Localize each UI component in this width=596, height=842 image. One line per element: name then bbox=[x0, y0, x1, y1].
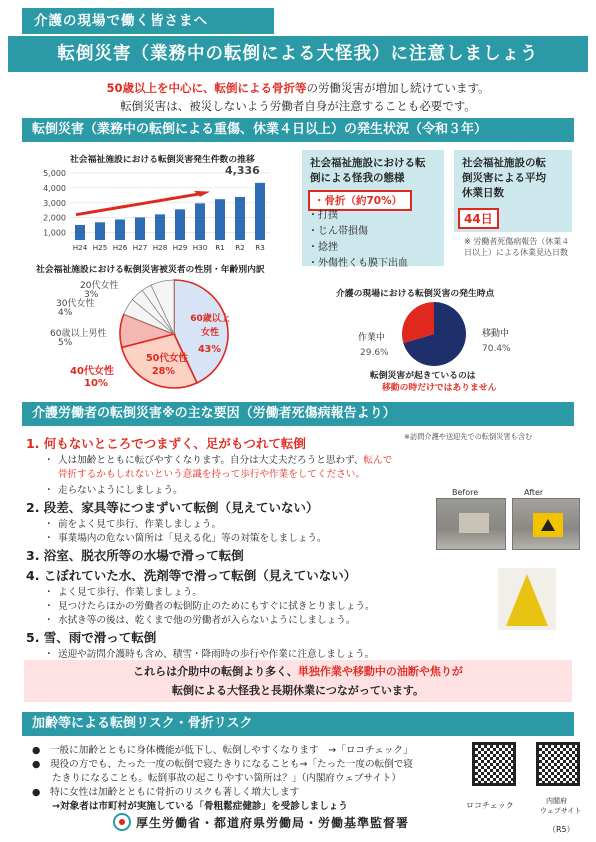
bar-chart-title: 社会福祉施設における転倒災害発生件数の推移 bbox=[70, 155, 255, 165]
cause1-bullet1b: 骨折するかもしれないという意識を持って歩行や作業をしてください。 bbox=[58, 469, 365, 480]
cause5-bullet1: ・ 送迎や訪問介護時も含め、積雪・降雨時の歩行や作業に注意しましょう。 bbox=[58, 646, 374, 660]
footer-org: 厚生労働省・都道府県労働局・労働基準監督署 bbox=[136, 816, 410, 830]
bar-mark bbox=[235, 197, 245, 240]
pie2-left-val: 29.6% bbox=[360, 348, 389, 358]
pie1-label-e: 50代女性 bbox=[146, 353, 189, 364]
intro-rest: の労働災害が増加し続けています。 bbox=[306, 81, 490, 95]
cause1-bullet1: ・ 人は加齢とともに転びやすくなります。自分は大丈夫だろうと思わず、転んで bbox=[58, 452, 392, 466]
bar-mark bbox=[215, 199, 225, 240]
cause4-bullet3: ・ 水拭き等の後は、乾くまで他の労働者が入らないようにしましょう。 bbox=[58, 612, 355, 626]
bar-mark bbox=[115, 219, 125, 240]
bar-chart bbox=[32, 162, 282, 262]
bar-mark bbox=[155, 214, 165, 240]
days-value: 44日 bbox=[458, 208, 499, 229]
bar-ytick-label: 3,000 bbox=[43, 198, 66, 208]
pie1-val-f: 43% bbox=[198, 344, 221, 355]
bar-last-label: 4,336 bbox=[225, 164, 260, 177]
pie1-title: 社会福祉施設における転倒災害被災者の性別・年齢別内訳 bbox=[36, 265, 265, 275]
bar-ytick-label: 1,000 bbox=[43, 228, 66, 238]
pie1-label-c: 60歳以上男性 bbox=[50, 329, 107, 339]
pie1-label-a: 20代女性 bbox=[80, 281, 119, 291]
bar-xtick-label: R3 bbox=[255, 243, 265, 252]
cause4-bullet2: ・ 見つけたらほかの労働者の転倒防止のためにもすぐに拭きとりましょう。 bbox=[58, 598, 375, 612]
pie2-title: 介護の現場における転倒災害の発生時点 bbox=[336, 289, 495, 299]
qr-label-right2: ウェブサイト bbox=[540, 807, 582, 815]
cause2-heading: 2. 段差、家具等につまずいて転倒（見えていない） bbox=[26, 500, 319, 515]
injury-list bbox=[308, 208, 408, 272]
warning-line2: 転倒による大怪我と長期休業につながっています。 bbox=[172, 684, 424, 697]
injury-item: ・じん帯損傷 bbox=[308, 226, 368, 237]
bar-xtick-label: H24 bbox=[72, 243, 88, 252]
cause2-bullet2: ・ 事業場内の危ない箇所は「見える化」等の対策をしましょう。 bbox=[58, 530, 327, 544]
bar-ytick-label: 5,000 bbox=[43, 168, 66, 178]
pie1-label-b: 30代女性 bbox=[56, 299, 95, 309]
bar-mark bbox=[95, 222, 105, 240]
mhlw-logo-icon bbox=[112, 812, 132, 832]
bar-mark bbox=[175, 209, 185, 240]
days-title: 社会福祉施設の転倒災害による平均休業日数 bbox=[462, 157, 546, 199]
injury-title: 社会福祉施設における転倒による怪我の態様 bbox=[310, 157, 426, 184]
pie2-right-val: 70.4% bbox=[482, 344, 511, 354]
header-tag: 介護の現場で働く皆さまへ bbox=[22, 8, 274, 34]
bar-xtick-label: H27 bbox=[132, 243, 148, 252]
injury-item: ・打撲 bbox=[308, 210, 338, 221]
page-title: 転倒災害（業務中の転倒による大怪我）に注意しましょう bbox=[8, 36, 588, 72]
pie2-chart bbox=[400, 300, 468, 368]
pie2-right-label: 移動中 bbox=[482, 329, 510, 339]
cause4-bullet1: ・ よく見て歩行、作業しましょう。 bbox=[58, 584, 202, 598]
cause1-bullet2: ・ 走らないようにしましょう。 bbox=[58, 482, 183, 496]
photo-before bbox=[436, 498, 506, 550]
pie2-note2: 移動の時だけではありません bbox=[382, 383, 497, 393]
pie1-label-f: 60歳以上女性 bbox=[190, 314, 230, 338]
risk-item: ● 一般に加齢とともに身体機能が低下し、転倒しやすくなります →「ロコチェック」 bbox=[32, 745, 413, 756]
bar-ytick-label: 2,000 bbox=[43, 213, 66, 223]
cause3-heading: 3. 浴室、脱衣所等の水場で滑って転倒 bbox=[26, 548, 244, 563]
bar-xtick-label: H28 bbox=[152, 243, 168, 252]
bar-mark bbox=[255, 183, 265, 240]
bar-ytick-label: 4,000 bbox=[43, 183, 66, 193]
bar-xtick-label: H25 bbox=[92, 243, 108, 252]
qr-label-left: ロコチェック bbox=[466, 801, 514, 810]
pie1-val-d: 10% bbox=[84, 378, 108, 389]
photo-before-label: Before bbox=[452, 488, 479, 497]
qr-code-cabinet-office[interactable] bbox=[536, 742, 580, 786]
intro-line1 bbox=[20, 80, 576, 96]
qr-code-lococheck[interactable] bbox=[472, 742, 516, 786]
injury-highlight: ・骨折（約70%） bbox=[308, 190, 412, 211]
bar-xtick-label: H29 bbox=[172, 243, 188, 252]
bar-mark bbox=[135, 217, 145, 240]
warning-line1: これらは介助中の転倒より多く、単独作業や移動中の油断や焦りが bbox=[133, 665, 463, 678]
pie2-note1: 転倒災害が起きているのは bbox=[370, 371, 476, 381]
cause4-heading: 4. こぼれていた水、洗剤等で滑って転倒（見えていない） bbox=[26, 568, 357, 583]
injury-highlight-text: 骨折（約70%） bbox=[324, 195, 403, 207]
pie1-val-b: 4% bbox=[58, 308, 73, 318]
cause1-heading: 1. 何もないところでつまずく、足がもつれて転倒 bbox=[26, 436, 306, 451]
intro-line2: 転倒災害は、被災しないよう労働者自身が注意することも必要です。 bbox=[120, 99, 476, 113]
days-note: ※ 労働者死傷病報告（休業４日以上）による休業見込日数 bbox=[464, 237, 570, 257]
section3-title: 加齢等による転倒リスク・骨折リスク bbox=[22, 712, 574, 736]
cause5-heading: 5. 雪、雨で滑って転倒 bbox=[26, 630, 157, 645]
bar-xtick-label: H30 bbox=[192, 243, 208, 252]
risk-list bbox=[32, 744, 472, 814]
wet-floor-sign-photo bbox=[498, 568, 556, 630]
pie1-val-c: 5% bbox=[58, 338, 73, 348]
pie1-val-e: 28% bbox=[152, 366, 175, 377]
photo-after-label: After bbox=[524, 488, 544, 497]
warning-box bbox=[24, 660, 572, 702]
section2-note: ※訪問介護や送迎先での転倒災害も含む bbox=[404, 432, 533, 441]
risk-item: ● 特に女性は加齢とともに骨折のリスクも著しく増大します bbox=[32, 787, 300, 798]
pie1-val-a: 3% bbox=[84, 290, 99, 300]
qr-label-right1: 内閣府 bbox=[546, 797, 567, 805]
pie1-label-d: 40代女性 bbox=[70, 366, 114, 377]
footer-code: （R5） bbox=[548, 825, 575, 834]
injury-item: ・捻挫 bbox=[308, 242, 338, 253]
section1-title: 転倒災害（業務中の転倒による重傷、休業４日以上）の発生状況（令和３年） bbox=[22, 118, 574, 142]
risk-item-cont: →対象者は市町村が実施している「骨粗鬆症健診」を受診しましょう bbox=[52, 801, 348, 812]
intro-highlight: 50歳以上を中心に、転倒による骨折等 bbox=[106, 81, 307, 95]
bar-xtick-label: H26 bbox=[112, 243, 128, 252]
bar-xtick-label: R1 bbox=[215, 243, 225, 252]
risk-item-cont: たきりになることも。転倒事故の起こりやすい箇所は？」（内閣府ウェブサイト） bbox=[52, 773, 402, 784]
bar-xtick-label: R2 bbox=[235, 243, 245, 252]
injury-item: ・外傷性くも膜下出血 bbox=[308, 258, 408, 269]
photo-after bbox=[512, 498, 580, 550]
bar-mark bbox=[195, 203, 205, 240]
cause2-bullet1: ・ 前をよく見て歩行、作業しましょう。 bbox=[58, 516, 221, 530]
bar-mark bbox=[75, 225, 85, 240]
pie2-left-label: 作業中 bbox=[358, 333, 386, 343]
section2-title: 介護労働者の転倒災害※の主な要因（労働者死傷病報告より） bbox=[22, 402, 574, 426]
risk-item: ● 現役の方でも、たった一度の転倒で寝たきりになることも→「たった一度の転倒で寝 bbox=[32, 759, 413, 770]
